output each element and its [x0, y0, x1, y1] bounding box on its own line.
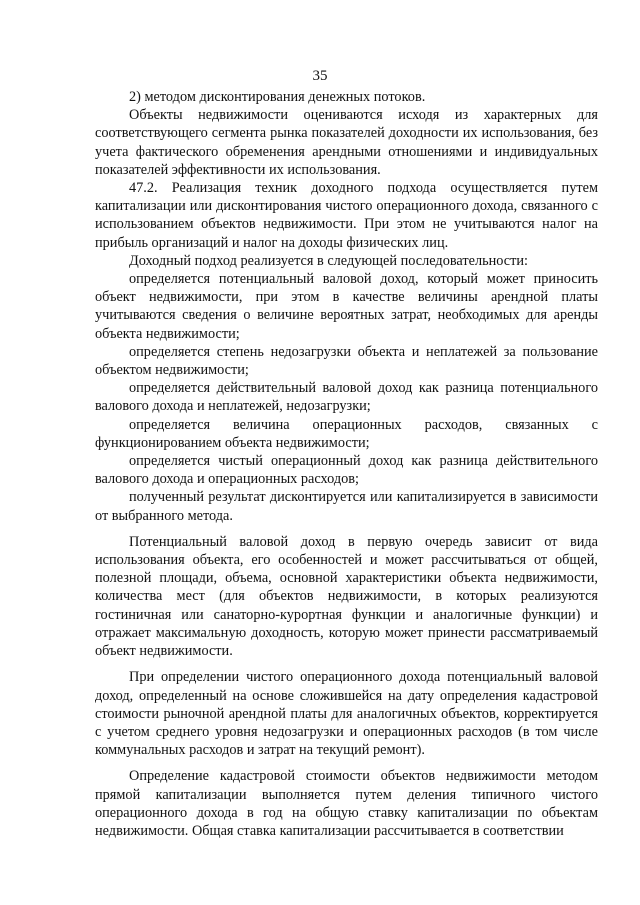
paragraph-potential-income: определяется потенциальный валовой доход, который может приносить объект недвижимости, при этом в качестве величины арендной платы учитываются сведения о величине вероятных затрат, необходимых для аренды объекта недвижимости;	[95, 271, 598, 342]
paragraph-direct-capitalization: Определение кадастровой стоимости объектов недвижимости методом прямой капитализации выполняется путем деления типичного чистого операционного дохода в год на общую ставку капитализации по объектам недвижимости. Общая ставка капитализации рассчитывается в соответствии	[95, 768, 598, 839]
paragraph-net-income: определяется чистый операционный доход как разница действительного валового дохода и операционных расходов;	[95, 453, 598, 488]
paragraph-potential-income-factors: Потенциальный валовой доход в первую очередь зависит от вида использования объекта, его особенностей и может рассчитываться от общей, полезной площади, объема, основной характеристики объекта недвижимости, количества мест (для объектов недвижимости, в которых реализуются гостиничная или санаторно-курортная функции и аналогичные функции) и отражает максимальную доходность, которую может принести рассматриваемый объект недвижимости.	[95, 533, 598, 660]
paragraph-result: полученный результат дисконтируется или капитализируется в зависимости от выбранного метода.	[95, 489, 598, 524]
paragraph-47-2: 47.2. Реализация техник доходного подхода осуществляется путем капитализации или дисконтирования чистого операционного дохода, связанного с использованием объектов недвижимости. При этом не учитываются налог на прибыль организаций и налог на доходы физических лиц.	[95, 180, 598, 251]
paragraph-underload: определяется степень недозагрузки объекта и неплатежей за пользование объектом недвижимости;	[95, 343, 598, 379]
paragraph-valuation-basis: Объекты недвижимости оцениваются исходя из характерных для соответствующего сегмента рынка показателей доходности их использования, без учета фактического обременения арендными отношениями и индивидуальных показателей эффективности их использования.	[95, 107, 598, 178]
document-body	[95, 88, 598, 840]
paragraph-effective-income: определяется действительный валовой доход как разница потенциального валового дохода и неплатежей, недозагрузки;	[95, 380, 598, 415]
paragraph-sequence-intro: Доходный подход реализуется в следующей последовательности:	[129, 252, 529, 269]
paragraph-discounting-method: 2) методом дисконтирования денежных потоков.	[129, 89, 426, 105]
paragraph-operating-expenses: определяется величина операционных расходов, связанных с функционированием объекта недвижимости;	[95, 416, 598, 451]
paragraph-net-income-determination: При определении чистого операционного дохода потенциальный валовой доход, определенный на основе сложившейся на дату определения кадастровой стоимости рыночной арендной платы для аналогичных объектов, корректируется с учетом среднего уровня недозагрузки и операционных расходов (в том числе коммунальных расходов и затрат на текущий ремонт).	[95, 669, 598, 759]
page-number: 35	[312, 68, 328, 84]
